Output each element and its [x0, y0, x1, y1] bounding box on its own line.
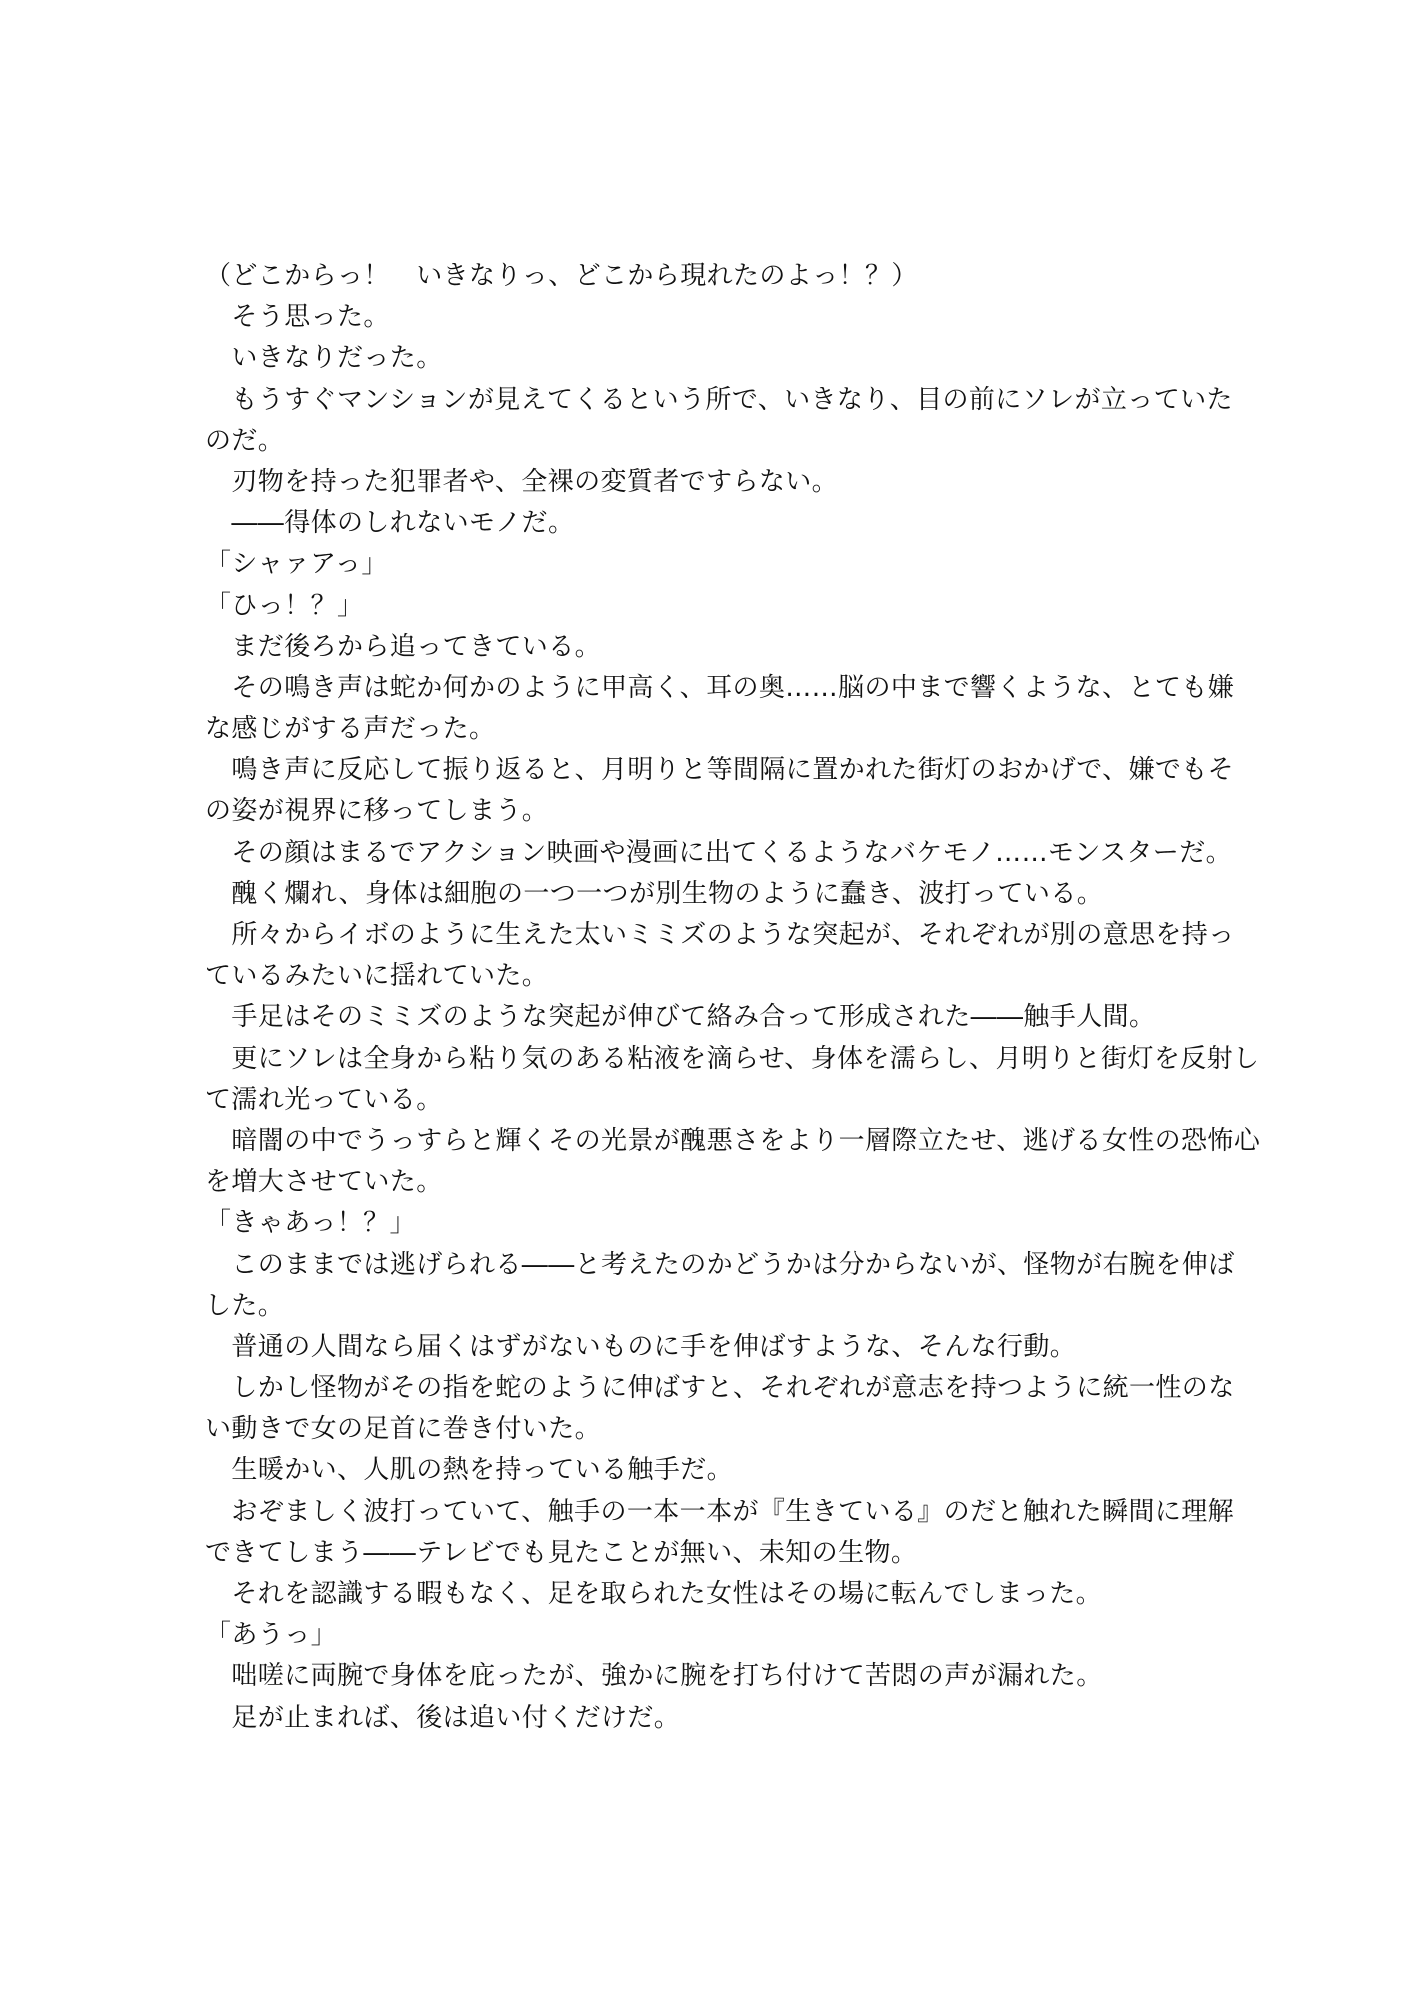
text-line: その鳴き声は蛇か何かのように甲高く、耳の奥……脳の中まで響くような、とても嫌	[205, 672, 1235, 703]
text-line: い動きで女の足首に巻き付いた。	[205, 1414, 602, 1445]
text-line: 手足はそのミミズのような突起が伸びて絡み合って形成された――触手人間。	[205, 1002, 1156, 1033]
text-line: 生暖かい、人肌の熱を持っている触手だ。	[205, 1455, 734, 1486]
text-line: て濡れ光っている。	[205, 1084, 443, 1115]
text-line: のだ。	[205, 425, 285, 456]
text-line: 暗闇の中でうっすらと輝くその光景が醜悪さをより一層際立たせ、逃げる女性の恐怖心	[205, 1125, 1261, 1156]
text-line: できてしまう――テレビでも見たことが無い、未知の生物。	[205, 1537, 918, 1568]
text-line: 「シャァアっ」	[205, 549, 388, 580]
text-line: （どこからっ！ いきなりっ、どこから現れたのよっ！？）	[205, 261, 918, 291]
text-line: そう思った。	[205, 302, 390, 333]
text-line: 「きゃあっ！？」	[205, 1208, 416, 1239]
text-line: おぞましく波打っていて、触手の一本一本が『生きている』のだと触れた瞬間に理解	[205, 1496, 1235, 1527]
document-page	[205, 256, 1261, 1739]
text-line: それを認識する暇もなく、足を取られた女性はその場に転んでしまった。	[205, 1579, 1103, 1609]
text-line: まだ後ろから追ってきている。	[205, 631, 602, 662]
text-line: ――得体のしれないモノだ。	[205, 508, 575, 539]
text-line: 「あうっ」	[205, 1620, 338, 1651]
text-line: いきなりだった。	[205, 343, 443, 374]
text-line: 更にソレは全身から粘り気のある粘液を滴らせ、身体を濡らし、月明りと街灯を反射し	[205, 1043, 1260, 1074]
text-line: 鳴き声に反応して振り返ると、月明りと等間隔に置かれた街灯のおかげで、嫌でもそ	[205, 755, 1235, 786]
text-line: 醜く爛れ、身体は細胞の一つ一つが別生物のように蠢き、波打っている。	[205, 878, 1104, 909]
text-line: 所々からイボのように生えた太いミミズのような突起が、それぞれが別の意思を持っ	[205, 920, 1235, 950]
text-line: 足が止まれば、後は追い付くだけだ。	[205, 1702, 681, 1733]
text-line: しかし怪物がその指を蛇のように伸ばすと、それぞれが意志を持つように統一性のな	[205, 1373, 1235, 1404]
text-line: もうすぐマンションが見えてくるという所で、いきなり、目の前にソレが立っていた	[205, 384, 1233, 415]
text-line: 「ひっ！？」	[205, 590, 364, 621]
text-line: ているみたいに揺れていた。	[205, 961, 549, 992]
text-line: の姿が視界に移ってしまう。	[205, 796, 549, 827]
text-line: を増大させていた。	[205, 1167, 443, 1198]
text-line: 普通の人間なら届くはずがないものに手を伸ばすような、そんな行動。	[205, 1331, 1077, 1362]
text-line: その顔はまるでアクション映画や漫画に出てくるようなバケモノ……モンスターだ。	[205, 837, 1233, 868]
text-line: した。	[205, 1290, 285, 1321]
text-line: このままでは逃げられる――と考えたのかどうかは分からないが、怪物が右腕を伸ば	[205, 1249, 1235, 1280]
text-line: 咄嗟に両腕で身体を庇ったが、強かに腕を打ち付けて苦悶の声が漏れた。	[205, 1661, 1103, 1692]
text-line: な感じがする声だった。	[205, 714, 496, 745]
text-line: 刃物を持った犯罪者や、全裸の変質者ですらない。	[205, 466, 839, 497]
